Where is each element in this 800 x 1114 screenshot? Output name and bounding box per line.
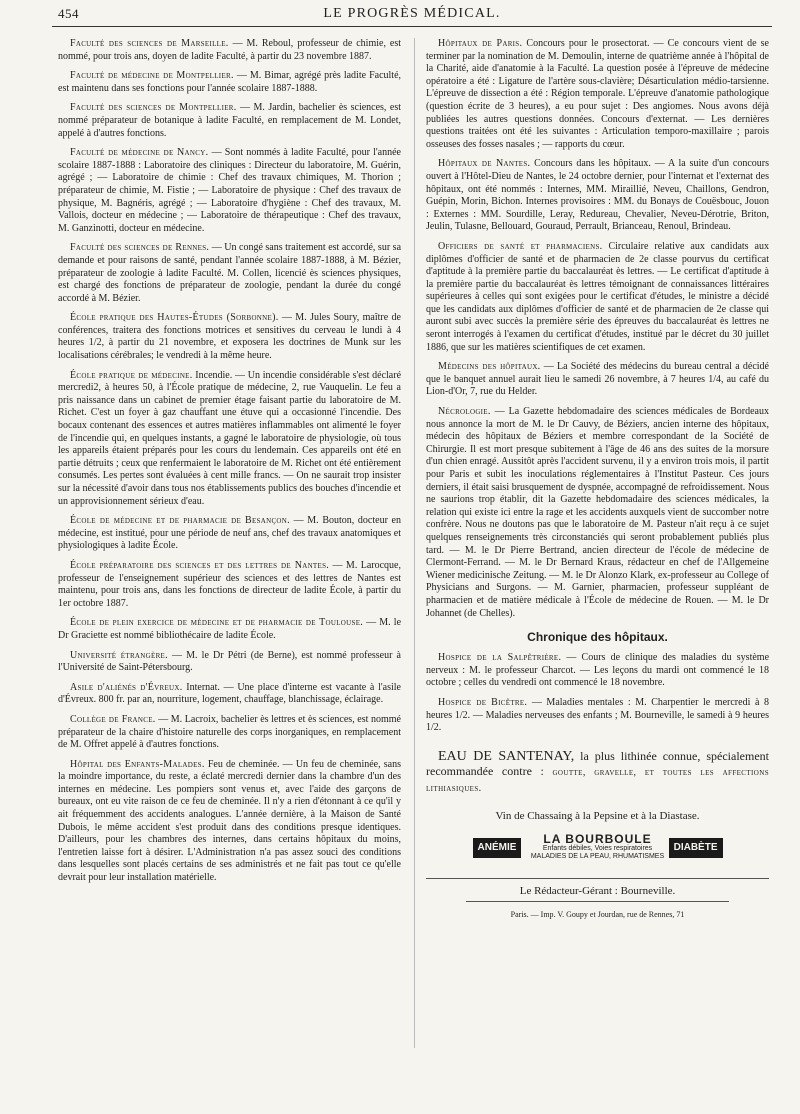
news-paragraph: [426, 697, 769, 735]
paragraph-text: — M. Bimar, agrégé près ladite Faculté, est maintenu dans ses fonctions pour l'année scolaire 1887-1888.: [58, 70, 401, 94]
news-paragraph: [58, 650, 401, 675]
paragraph-heading: Officiers de santé et pharmaciens.: [438, 240, 603, 252]
paragraph-text: Concours dans les hôpitaux. — A la suite d'un concours ouvert à l'Hôtel-Dieu de Nantes, le 24 octobre dernier, pour l'internat et l'externat des hôpitaux, ont été nommés : Internes, MM. Miraillié, Neveu, Chaillons, Gendron, Guépin, Morin, Bichon. Internes provisoires : MM. du Bonays de Couësbouc, Jouon : Externes : MM. Sourdille, Leray, Redureau, Chevalier, Neveu-Dérotrie, Briton, Jeulin, Tulasne, Bellouard, Gouraud, Perrault, Brianceau, Renoul, Brindeau.: [426, 158, 769, 233]
bourboule-subtext: [531, 845, 665, 861]
news-paragraph: [58, 617, 401, 642]
column-divider: [414, 38, 415, 1048]
paragraph-text: — M. le Dr Pétri (de Berne), est nommé professeur à l'Université de Saint-Pétersbourg.: [58, 649, 401, 674]
paragraph-heading: Hôpitaux de Paris.: [438, 38, 523, 49]
news-paragraph: [58, 515, 401, 553]
news-paragraph: [58, 560, 401, 610]
paragraph-heading: Université étrangère.: [70, 649, 168, 661]
article-columns: [58, 38, 778, 1078]
paragraph-heading: École de plein exercice de médecine et de pharmacie de Toulouse.: [70, 617, 364, 629]
paragraph-text: — La Société des médecins du bureau central a décidé que le banquet annuel aurait lieu le samedi 26 novembre, à 7 heures 1/4, au café du Lion-d'Or, 7, rue du Helder.: [426, 361, 769, 398]
paragraph-heading: École pratique des Hautes-Études (Sorbonne).: [70, 312, 279, 324]
diabete-label: DIABÈTE: [669, 838, 723, 858]
journal-title: LE PROGRÈS MÉDICAL.: [323, 6, 501, 21]
paragraph-text: Internat. — Une place d'interne est vacante à l'asile d'Évreux. 800 fr. par an, nourriture, logement, chauffage, blanchissage, éclairage.: [58, 681, 401, 706]
paragraph-text: — M. le Dr Graciette est nommé bibliothécaire de ladite École.: [58, 617, 401, 641]
paragraph-heading: Asile d'aliénés d'Évreux.: [70, 681, 183, 693]
paragraph-heading: Médecins des hôpitaux.: [438, 361, 541, 373]
news-paragraph: [58, 102, 401, 140]
santenay-heading: EAU DE SANTENAY,: [438, 748, 575, 764]
printer-imprint: Paris. — Imp. V. Goupy et Jourdan, rue de Rennes, 71: [510, 909, 685, 919]
page-number: 454: [58, 6, 79, 21]
paragraph-text: — Cours de clinique des maladies du système nerveux : M. le professeur Charcot. — Les leçons du mardi ont commencé le 18 octobre ; celles du vendredi ont commencé le 18 novembre.: [426, 652, 769, 689]
paragraph-text: Incendie. — Un incendie considérable s'est déclaré mercredi2, à heures 50, à l'École pratique de médecine, 2, rue Vauquelin. Le feu a pris naissance dans un cabinet de premier étage faisant partie du laboratoire de M. Richet. C'est un foyer à gaz chauffant une étuve qui a occasionné l'incendie. Des bocaux contenant des essences et autres matières inflammables ont alimenté le foyer de l'incendie qui, en quelques instants, a gagné le laboratoire de physiologie, où tous les appareils étaient préparés pour les cours du lendemain. Ces appareils ont été en partie détruits ; ceux que renfermaient le laboratoire de M. Richet ont été entièrement consumés. Les pertes sont évaluées à cent mille francs. — On ne saurait trop insister sur la nécessité d'avoir dans tous nos établissements publics des bouches d'incendie et un approvisionnement sérieux d'eau.: [58, 369, 401, 507]
paragraph-heading: Faculté des sciences de Rennes.: [70, 242, 210, 254]
paragraph-heading: Hôpital des Enfants-Malades.: [70, 758, 205, 770]
news-paragraph: [58, 370, 401, 509]
paragraph-text: — M. Larocque, professeur de l'enseignement supérieur des sciences et des lettres de Nantes est maintenu, pour trois ans, dans les fonctions de directeur de ladite École, à partir du 1er octobre 1887.: [58, 559, 401, 609]
paragraph-text: — M. Reboul, professeur de chimie, est nommé, pour trois ans, doyen de ladite Faculté, à partir du 23 novembre 1887.: [58, 38, 401, 62]
chronique-items: [426, 652, 769, 735]
editor-signature: Le Rédacteur-Gérant : Bourneville.: [426, 878, 769, 897]
paragraph-text: — Sont nommés à ladite Faculté, pour l'année scolaire 1887-1888 : Laboratoire des cliniques : Directeur du laboratoire, M. Guérin, agrégé ; — Laboratoire de chimie : Chef des travaux chimiques, M. Thorion ; préparateur de chimie, M. Fistie ; — Laboratoire de physique : Chef des travaux de physique, M. Bagnéris, agrégé ; — Laboratoire d'hygiène : Chef des travaux, M. Vallois, docteur en médecine ; — Laboratoire de thérapeutique : Chef des travaux, M. Ganzinotti, docteur en médecine.: [58, 147, 401, 234]
paragraph-heading: Faculté de médecine de Nancy.: [70, 147, 209, 159]
news-paragraph: [426, 38, 769, 151]
paragraph-heading: Faculté de médecine de Montpellier.: [70, 70, 234, 82]
santenay-text: la plus lithinée connue, spécialement recommandée contre :: [426, 748, 769, 778]
paragraph-heading: Nécrologie.: [438, 406, 491, 418]
paragraph-text: Concours pour le prosectorat. — Ce concours vient de se terminer par la nomination de M. Demoulin, interne de quatrième année à l'hôpital de la Charité, aide d'anatomie à la Faculté. La question posée à l'épreuve de médecine opératoire a été : Ligature de l'artère sous-clavière; Désarticulation médio-tarsienne. L'épreuve de dissection a été : Région temporale. L'épreuve d'anatomie pathologique (question écrite de 3 heures), a eu pour sujet : Des angiomes. Nous avons déjà publiées les autres questions données. Concours d'externat. — Les dernières questions traitées ont été les suivantes : Articulation temporo-maxillaire ; parois osseuses des fosses nasales ; — rapports du cœur.: [426, 38, 769, 150]
news-paragraph: [58, 714, 401, 752]
paragraph-heading: École pratique de médecine.: [70, 369, 193, 381]
news-paragraph: [58, 70, 401, 95]
paragraph-text: — Maladies mentales : M. Charpentier le mercredi à 8 heures 1/2. — Maladies nerveuses des enfants ; M. Bourneville, le samedi à 9 heures 1/2.: [426, 696, 769, 734]
news-paragraph: [58, 242, 401, 305]
paragraph-text: — M. Jules Soury, maître de conférences, traitera des fonctions motrices et sensitives du cerveau le lundi à 4 heures 1/2, à partir du 21 novembre, et exposera les doctrines de Munk sur les localisations cérébrales; le vendredi à la même heure.: [58, 312, 401, 362]
news-paragraph: [426, 406, 769, 620]
bourboule-sub1: Enfants débiles, Voies respiratoires: [542, 844, 653, 852]
paragraph-heading: École préparatoire des sciences et des lettres de Nantes.: [70, 559, 330, 571]
news-paragraph: [426, 158, 769, 234]
news-paragraph: [426, 361, 769, 399]
news-paragraph: [58, 38, 401, 63]
page-header: [52, 4, 772, 27]
bourboule-advert: [473, 832, 723, 864]
paragraph-text: — La Gazette hebdomadaire des sciences médicales de Bordeaux nous annonce la mort de M. le Dr Cauvy, de Béziers, ancien interne des hôpitaux, médecin des hôpitaux de Béziers et membre correspondant de la Société de Chirurgie. Il est mort presque subitement à l'âge de 46 ans des suites de la morsure d'un chien enragé. Aussitôt après l'accident survenu, il y a environ trois mois, il partit pour Paris et subit les inoculations réglementaires à l'Institut Pasteur. Ces jours derniers, il était saisi brusquement de dyspnée, accompagné de refroidissement. Nous ne saurions trop établir, dit la Gazette hebdomadaire des sciences médicales, la relation qui existe ici entre la rage et les accidents auxquels vient de succomber notre confrère. Nous ne doutons pas que le laboratoire de M. Pasteur n'ait reçu à ce sujet quelques renseignements très circonstanciés qui seront probablement publiés plus tard. — M. le Dr Pierre Bertrand, ancien directeur de l'école de médecine de Clermont-Ferrand. — M. le Dr Bernard Kraus, rédacteur en chef de l'Allgemeine Wiener medicinische Zeitung. — M. le Dr Alonzo Klark, ex-professeur au College of Physicians and Surgons. — M. Garnier, pharmacien, professeur suppléant de pharmacien et de matière médicale à l'École de médecine de Rouen. — M. le Dr Johannet (de Chelles).: [426, 406, 769, 619]
news-paragraph: [58, 312, 401, 362]
paragraph-text: — M. Lacroix, bachelier ès lettres et ès sciences, est nommé préparateur de la chaire d'histoire naturelle des corps inorganiques, en remplacement de M. Offret appelé à d'autres fonctions.: [58, 713, 401, 751]
paragraph-heading: Hôpitaux de Nantes.: [438, 158, 531, 170]
news-paragraph: [58, 147, 401, 235]
paragraph-text: Circulaire relative aux candidats aux diplômes d'officier de santé et de pharmacien de 2e classe pourvus du certificat d'aptitude à la première partie du baccalauréat ès lettres. — Le certificat d'aptitude à la première partie du baccalauréat ès lettres témoignant de connaissances littéraires supérieures à celles qui sont exigées pour le certificat d'études, le ministre a décidé que les candidats aux diplômes d'officier de santé et de pharmacien de 2e classe qui auront subi avec succès la première série des épreuves du baccalauréat ès lettres ne seront interrogés à l'examen du certificat d'études, institué par le décret du 30 juillet 1886, que sur les matières scientifiques de cet examen.: [426, 240, 769, 353]
bourboule-sub2: MALADIES DE LA PEAU, RHUMATISMES: [530, 852, 665, 860]
footer-rule: [466, 901, 729, 902]
paragraph-heading: Faculté des sciences de Montpellier.: [70, 102, 237, 114]
paragraph-heading: Collège de France.: [70, 713, 156, 725]
paragraph-heading: Hospice de la Salpêtrière.: [438, 652, 562, 664]
paragraph-text: — M. Bouton, docteur en médecine, est institué, pour une période de neuf ans, chef des travaux anatomiques et physiologiques à ladite École.: [58, 515, 401, 552]
news-paragraph: [58, 759, 401, 885]
vin-advert: Vin de Chassaing à la Pepsine et à la Diastase.: [495, 809, 700, 822]
paragraph-text: Feu de cheminée. — Un feu de cheminée, sans la moindre importance, du reste, a éclaté mercredi dernier dans la chambre d'un des internes en médecine. Les pompiers sont venus et, avec l'aide des garçons de bureaux, ont eu vite raison de ce feu de cheminée. Il n'y a rien d'étonnant à ce qu'il y ait fréquemment des accidents analogues. L'année dernière, à la Maison de Santé Dubois, le même accident s'est produit dans des conditions presque identiques. D'ailleurs, pour les chambres des internes, dans certains hôpitaux du moins, l'entretien laisse fort à désirer. L'Administration n'a pas assez souci des conditions dans lesquelles sont placés certains de ses administrés et ne fait pas tout ce qu'elle devrait pour leur installation matérielle.: [58, 758, 401, 884]
paragraph-heading: Faculté des sciences de Marseille.: [70, 38, 229, 49]
paragraph-text: — M. Jardin, bachelier ès sciences, est nommé préparateur de botanique à ladite Faculté, en remplacement de M. Londet, appelé à d'autres fonctions.: [58, 102, 401, 139]
news-paragraph: [426, 241, 769, 354]
santenay-list: goutte, gravelle, et toutes les affections lithiasiques.: [426, 766, 769, 794]
anemie-label: ANÉMIE: [473, 838, 522, 858]
chronique-title: Chronique des hôpitaux.: [527, 630, 668, 645]
right-column-news: [426, 38, 769, 620]
right-column: [426, 38, 769, 1078]
bourboule-brand: LA BOURBOULE: [543, 831, 652, 846]
news-paragraph: [426, 652, 769, 690]
paragraph-heading: Hospice de Bicêtre.: [438, 696, 528, 708]
paragraph-heading: École de médecine et de pharmacie de Besançon.: [70, 515, 290, 527]
left-column: [58, 38, 401, 1078]
santenay-advert: [426, 749, 769, 796]
news-paragraph: [58, 682, 401, 707]
paragraph-text: — Un congé sans traitement est accordé, sur sa demande et pour raisons de santé, pendant l'année scolaire 1887-1888, à M. Bézier, préparateur de zoologie à ladite Faculté. M. Collen, licencié ès sciences physiques, est chargé des fonctions de préparateur de zoologie, pendant la durée du congé accordé à M. Bézier.: [58, 242, 401, 304]
